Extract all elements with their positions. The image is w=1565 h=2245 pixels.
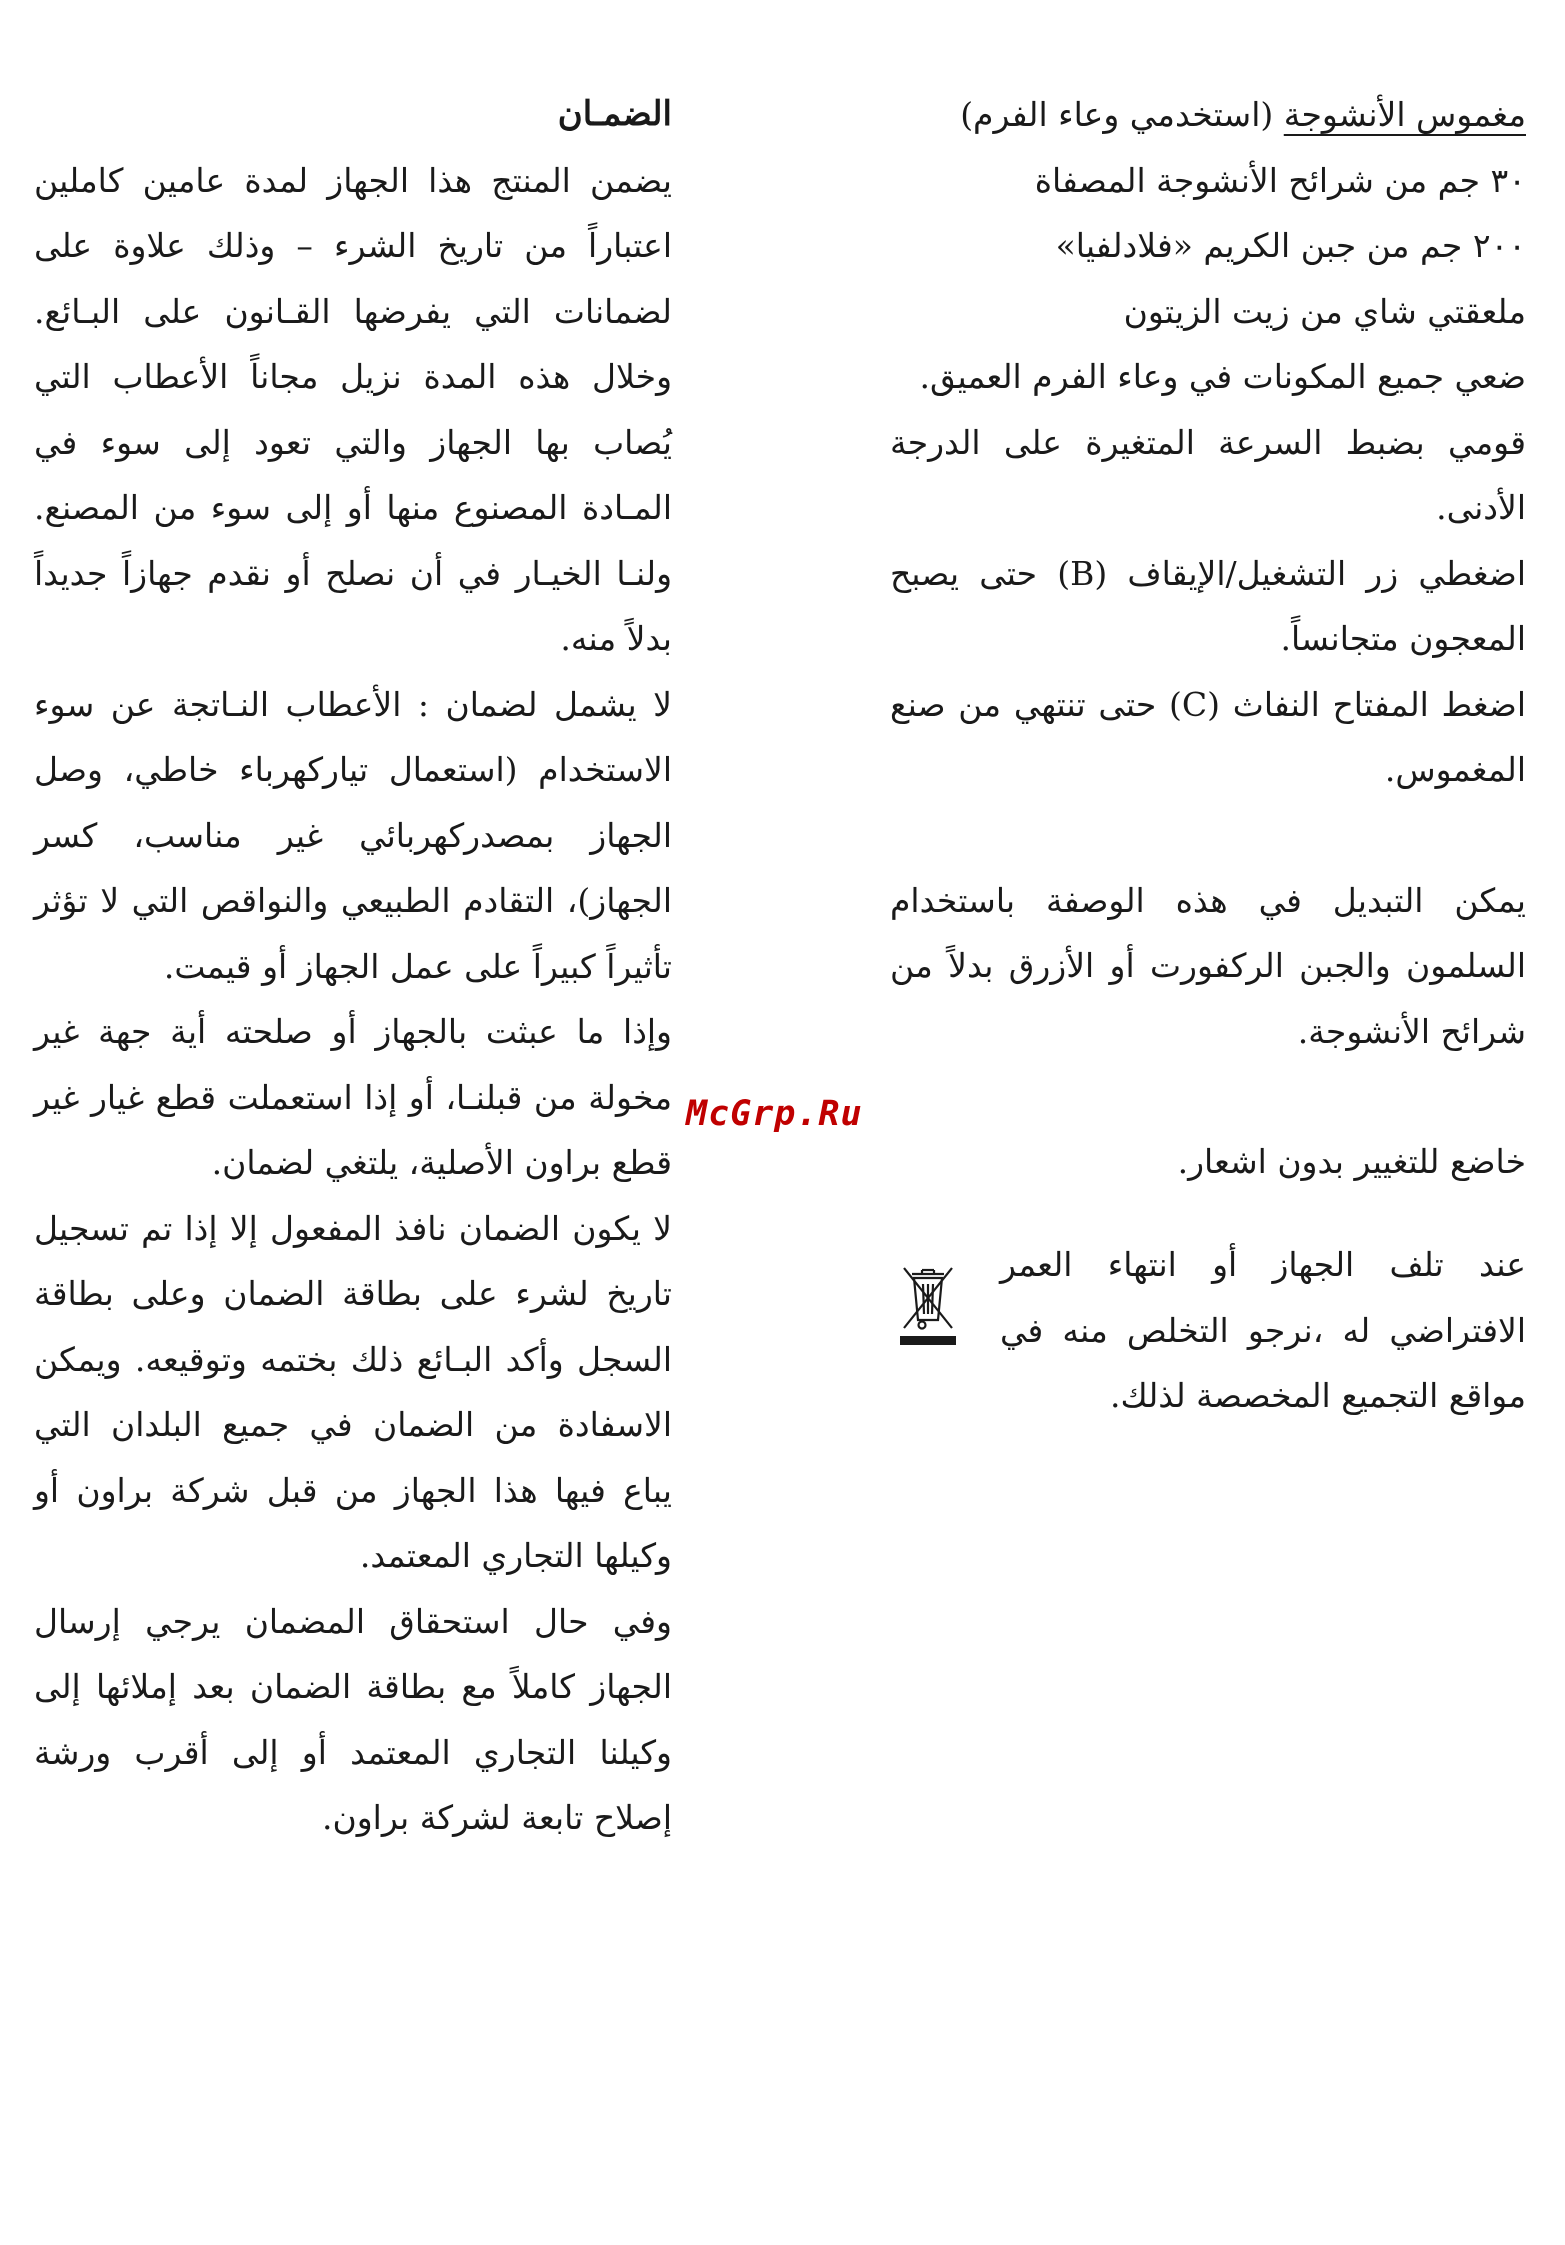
recipe-title: مغموس الأنشوجة (1283, 95, 1526, 134)
recipe-heading (890, 82, 1526, 148)
recipe-title-note: (استخدمي وعاء الفرم) (960, 95, 1284, 134)
disposal-text: عند تلف الجهاز أو انتهاء العمر الافتراضي له ،نرجو التخلص منه في مواقع التجميع المخصصة لذلك. (1000, 1245, 1526, 1415)
recipe-step: ضعي جميع المكونات في وعاء الفرم العميق. (919, 357, 1526, 396)
recipe-step: قومي بضبط السرعة المتغيرة على الدرجة الأدنى. (890, 422, 1526, 527)
recipe-variation: يمكن التبديل في هذه الوصفة باستخدام السلمون والجبن الركفورت أو الأزرق بدلاً من شرائح الأنشوجة. (890, 880, 1526, 1051)
warranty-section (34, 82, 672, 1851)
spacer (890, 803, 1526, 868)
ingredient-item: ٣٠ جم من شرائح الأنشوجة المصفاة (1034, 160, 1526, 200)
spacer (890, 1064, 1526, 1129)
recipe-step: اضغط المفتاح النفاث (C) حتى تنتهي من صنع المغموس. (890, 684, 1526, 789)
ingredient-item: ٢٠٠ جم من جبن الكريم «فلادلفيا» (1055, 226, 1526, 265)
crossed-out-wheelie-bin-icon (898, 1262, 958, 1348)
warranty-paragraph: لا يشمل لضمان : الأعطاب النـاتجة عن سوء الاستخدام (استعمال تياركهرباء خاطي، وصل الجهاز بمصدركهربائي غير مناسب، كسر الجهاز)، التقادم الطبيعي والنواقص التي لا تؤثر تأثيراً كبيراً على عمل الجهاز أو قيمت. (34, 684, 672, 986)
warranty-title: الضمـان (557, 94, 672, 134)
warranty-paragraph: وفي حال استحقاق المضمان يرجي إرسال الجهاز كاملاً مع بطاقة الضمان بعد إملائها إلى وكيلنا التجاري المعتمد أو إلى أقرب ورشة إصلاح تابعة لشركة براون. (34, 1601, 672, 1837)
warranty-paragraph: لا يكون الضمان نافذ المفعول إلا إذا تم تسجيل تاريخ لشرء على بطاقة الضمان وعلى بطاقة السجل وأكد البـائع ذلك بختمه وتوقيعه. ويمكن الاسفادة من الضمان في جميع البلدان التي يباع فيها هذا الجهاز من قبل شركة براون أو وكيلها التجاري المعتمد. (34, 1208, 672, 1575)
watermark-text: McGrp.Ru (686, 1094, 863, 1134)
ingredient-item: ملعقتي شاي من زيت الزيتون (1123, 291, 1526, 331)
warranty-paragraph: يضمن المنتج هذا الجهاز لمدة عامين كاملين اعتباراً من تاريخ الشرء – وذلك علاوة على لضمانات التي يفرضها القـانون على البـائع. وخلال هذه المدة نزيل مجاناً الأعطاب التي يُصاب بها الجهاز والتي تعود إلى سوء في المـادة المصنوع منها أو إلى سوء من المصنع. ولنـا الخيـار في أن نصلح أو نقدم جهازاً جديداً بدلاً منه. (34, 160, 672, 658)
recipe-section (890, 82, 1526, 1195)
disposal-note (1000, 1232, 1526, 1429)
warranty-paragraph: وإذا ما عبثت بالجهاز أو صلحته أية جهة غير مخولة من قبلنـا، أو إذا استعملت قطع غيار غير قطع براون الأصلية، يلتغي لضمان. (34, 1012, 672, 1182)
change-notice: خاضع للتغيير بدون اشعار. (1177, 1142, 1526, 1181)
recipe-step: اضغطي زر التشغيل/الإيقاف (B) حتى يصبح المعجون متجانساً. (890, 553, 1527, 658)
